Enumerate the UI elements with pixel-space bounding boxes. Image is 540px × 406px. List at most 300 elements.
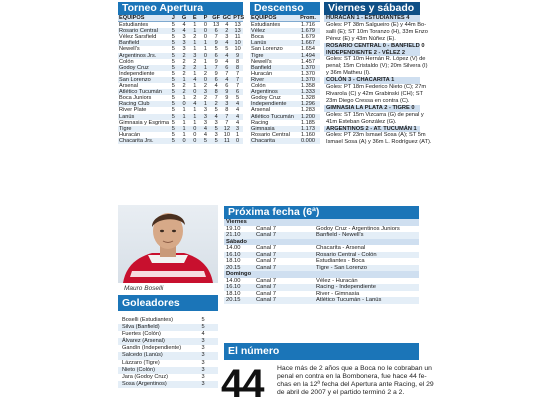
table-cell: 7 bbox=[222, 114, 233, 120]
table-cell: 1 bbox=[193, 119, 197, 126]
col-equipos: EQUIPOS bbox=[250, 15, 296, 22]
col-pts: PTS bbox=[233, 15, 245, 21]
table-cell: 1 bbox=[189, 114, 200, 120]
table-cell: 0 bbox=[179, 101, 190, 107]
team-name: Chacarita Jrs. bbox=[118, 138, 168, 144]
promedio-value: 1.296 bbox=[296, 101, 320, 107]
torneo-panel bbox=[118, 2, 243, 144]
table-cell: 6 bbox=[225, 83, 229, 90]
fixture-teams: Estudiantes - Boca bbox=[316, 258, 365, 265]
player-photo-image bbox=[118, 205, 218, 283]
fixture-teams: Vélez - Huracán bbox=[316, 277, 358, 284]
table-cell: 2 bbox=[203, 95, 208, 102]
descenso-header-row bbox=[250, 15, 320, 22]
table-cell: 3 bbox=[203, 107, 208, 114]
table-cell: 9 bbox=[225, 95, 229, 102]
table-cell: 3 bbox=[200, 89, 211, 95]
table-cell: 13 bbox=[232, 28, 243, 34]
table-cell: 1 bbox=[193, 22, 197, 29]
table-cell: 1 bbox=[182, 107, 186, 114]
match-result bbox=[324, 104, 424, 126]
team-name: Arsenal bbox=[251, 107, 270, 114]
table-row bbox=[118, 22, 243, 29]
table-cell: 2 bbox=[203, 70, 208, 77]
team-name: Banfield bbox=[118, 40, 168, 46]
table-row bbox=[250, 132, 320, 138]
scorer-goals: 5 bbox=[201, 324, 205, 331]
table-cell: 1 bbox=[193, 107, 197, 114]
fixture-time: 20.15 bbox=[226, 264, 241, 271]
table-cell: 1 bbox=[179, 126, 190, 132]
table-cell: 0 bbox=[189, 138, 200, 144]
fixture-teams: River - Gimnasia bbox=[316, 290, 360, 297]
team-name: Newell's bbox=[251, 58, 272, 65]
promedio-value: 1.679 bbox=[301, 34, 315, 41]
team-name: Estudiantes bbox=[119, 22, 149, 29]
photo-caption: Mauro Boselli bbox=[124, 285, 164, 292]
team-name: Independiente bbox=[119, 70, 155, 77]
table-row bbox=[250, 22, 320, 29]
table-cell: 10 bbox=[234, 46, 241, 53]
promedio-value: 0.000 bbox=[296, 138, 320, 144]
match-goals: Goles: ST 15m Vizcarra (G) de penal y bbox=[326, 111, 424, 118]
table-cell: 3 bbox=[232, 126, 243, 132]
table-cell: 10 bbox=[223, 131, 230, 138]
match-title: ARGENTINOS 2 - AT. TUCUMÁN 1 bbox=[324, 126, 420, 133]
descenso-title: Descenso bbox=[250, 2, 320, 15]
numero-value: 44 bbox=[221, 362, 264, 406]
fixture-channel: Canal 7 bbox=[256, 277, 276, 284]
torneo-header-row bbox=[118, 15, 243, 22]
team-name: Colón bbox=[119, 58, 134, 65]
scorer-row bbox=[118, 374, 218, 381]
promedio-value: 1.328 bbox=[301, 95, 315, 102]
match-result bbox=[324, 77, 427, 105]
table-cell: 2 bbox=[179, 53, 190, 59]
table-row bbox=[118, 138, 243, 144]
table-cell: 5 bbox=[168, 101, 179, 107]
fixture-teams: Godoy Cruz - Argentinos Juniors bbox=[316, 225, 400, 232]
match-result bbox=[324, 49, 428, 78]
fixture-time: 19.10 bbox=[226, 225, 241, 232]
fixture-row bbox=[224, 297, 419, 304]
team-name: River Plate bbox=[119, 107, 147, 114]
table-cell: 6 bbox=[232, 89, 243, 95]
table-cell: 0 bbox=[203, 22, 208, 29]
scorer-goals: 3 bbox=[201, 345, 205, 352]
fixture-teams: Rosario Central - Colón bbox=[316, 251, 377, 258]
torneo-title: Torneo Apertura bbox=[118, 2, 243, 15]
table-cell: 5 bbox=[168, 53, 179, 59]
team-name: Colón bbox=[251, 83, 266, 90]
match-goals: Goles: PT 23m Ismael Sosa (A); ST 5m bbox=[326, 132, 426, 139]
fixture-channel: Canal 7 bbox=[256, 264, 276, 271]
table-cell: 6 bbox=[211, 77, 222, 83]
promedio-value: 1.185 bbox=[301, 119, 315, 126]
table-cell: 5 bbox=[168, 65, 179, 71]
table-cell: 3 bbox=[182, 46, 186, 53]
table-cell: 1 bbox=[189, 28, 200, 34]
scorer-goals: 3 bbox=[201, 380, 205, 387]
scorer-goals: 3 bbox=[201, 373, 205, 380]
col-gc: GC bbox=[222, 15, 232, 21]
match-title: INDEPENDIENTE 2 - VÉLEZ 2 bbox=[324, 50, 420, 57]
team-name: Banfield bbox=[250, 65, 296, 71]
table-cell: 3 bbox=[189, 53, 200, 59]
promedio-value: 1.173 bbox=[296, 126, 320, 132]
promedio-value: 1.160 bbox=[301, 131, 315, 138]
table-cell: 0 bbox=[193, 131, 197, 138]
table-cell: 1 bbox=[193, 83, 197, 90]
descenso-table bbox=[250, 15, 320, 144]
team-name: Godoy Cruz bbox=[118, 65, 168, 71]
col-e: E bbox=[189, 15, 200, 22]
table-cell: 0 bbox=[203, 34, 208, 41]
table-cell: 5 bbox=[214, 46, 218, 53]
goleadores-title: Goleadores bbox=[118, 295, 218, 311]
match-title: ROSARIO CENTRAL 0 - BANFIELD 0 bbox=[326, 42, 425, 49]
scorer-name: Fuertes (Colón) bbox=[122, 331, 161, 338]
match-goals: salli (E); ST 10m Toranzo (H), 33m Enzo bbox=[326, 28, 428, 35]
fecha-body bbox=[224, 219, 419, 304]
table-cell: 3 bbox=[179, 40, 190, 46]
team-name: Lanús bbox=[118, 114, 168, 120]
table-cell: 5 bbox=[168, 126, 179, 132]
table-cell: 4 bbox=[182, 22, 186, 29]
descenso-body bbox=[250, 22, 320, 144]
scorer-name: Silva (Banfield) bbox=[122, 324, 160, 331]
team-name: Tigre bbox=[250, 53, 296, 59]
table-cell: 5 bbox=[168, 138, 179, 144]
team-name: Rosario Central bbox=[118, 28, 168, 34]
team-name: Gimnasia bbox=[250, 126, 296, 132]
table-cell: 1 bbox=[203, 58, 208, 65]
match-goals: Goles: PT 38m Salgueiro (E) y 44m Bo- bbox=[326, 21, 427, 28]
table-cell: 1 bbox=[203, 46, 208, 53]
fixture-time: 16.10 bbox=[226, 251, 241, 258]
table-cell: 1 bbox=[193, 46, 197, 53]
table-cell: 9 bbox=[222, 89, 233, 95]
col-p: P bbox=[200, 15, 211, 22]
team-name: River bbox=[250, 77, 296, 83]
table-cell: 0 bbox=[232, 138, 243, 144]
goleadores-panel bbox=[118, 295, 218, 388]
team-name: Estudiantes bbox=[251, 22, 281, 29]
table-cell: 3 bbox=[203, 119, 208, 126]
fixture-channel: Canal 7 bbox=[256, 290, 276, 297]
scorer-name: Álvarez (Arsenal) bbox=[122, 338, 165, 345]
table-cell: 5 bbox=[171, 83, 175, 90]
team-name: Atlético Tucumán bbox=[250, 114, 296, 120]
table-cell: 5 bbox=[236, 95, 240, 102]
table-cell: 1 bbox=[179, 77, 190, 83]
team-name: Rosario Central bbox=[251, 131, 290, 138]
table-cell: 4 bbox=[225, 58, 229, 65]
fixture-teams: Atlético Tucumán - Lanús bbox=[316, 297, 382, 304]
table-row bbox=[250, 114, 320, 120]
table-cell: 10 bbox=[232, 40, 243, 46]
table-cell: 1 bbox=[182, 119, 186, 126]
fixture-teams: Tigre - San Lorenzo bbox=[316, 264, 368, 271]
table-cell: 3 bbox=[222, 101, 233, 107]
promedio-value: 1.494 bbox=[296, 53, 320, 59]
table-cell: 1 bbox=[182, 131, 186, 138]
scorer-name: Nieto (Colón) bbox=[122, 366, 155, 373]
team-name: San Lorenzo bbox=[251, 46, 283, 53]
promedio-value: 1.358 bbox=[301, 83, 315, 90]
table-cell: 9 bbox=[232, 53, 243, 59]
promedio-value: 1.370 bbox=[301, 70, 315, 77]
fixture-teams: Racing - Independiente bbox=[316, 284, 376, 291]
scorer-goals: 3 bbox=[201, 352, 205, 359]
day-label: Domingo bbox=[224, 271, 419, 278]
table-cell: 5 bbox=[168, 28, 179, 34]
table-cell: 8 bbox=[236, 58, 240, 65]
fixture-teams: Banfield - Newell's bbox=[316, 232, 364, 239]
table-cell: 1 bbox=[179, 114, 190, 120]
table-cell: 4 bbox=[236, 107, 240, 114]
match-title: HURACÁN 1 - ESTUDIANTES 4 bbox=[324, 15, 420, 22]
table-cell: 5 bbox=[171, 58, 175, 65]
col-j: J bbox=[168, 15, 179, 22]
table-cell: 4 bbox=[225, 22, 229, 29]
fixture-time: 16.10 bbox=[226, 284, 241, 291]
team-name: Racing bbox=[251, 119, 269, 126]
table-cell: 1 bbox=[200, 101, 211, 107]
fixture-channel: Canal 7 bbox=[256, 297, 276, 304]
promedio-value: 1.654 bbox=[301, 46, 315, 53]
scorer-row bbox=[118, 381, 218, 388]
day-label: Viernes bbox=[224, 219, 419, 226]
table-cell: 5 bbox=[214, 107, 218, 114]
match-goals: Pérez (E) y 43m Núñez (E). bbox=[326, 35, 396, 42]
col-prom: Prom. bbox=[296, 15, 320, 22]
col-equipos: EQUIPOS bbox=[118, 15, 168, 22]
table-cell: 5 bbox=[171, 46, 175, 53]
numero-panel bbox=[224, 343, 419, 360]
fixture-row bbox=[224, 265, 419, 272]
team-name: Vélez bbox=[250, 28, 296, 34]
table-cell: 5 bbox=[168, 40, 179, 46]
table-cell: 2 bbox=[182, 83, 186, 90]
fixture-time: 18.10 bbox=[226, 290, 241, 297]
fecha-panel bbox=[224, 206, 419, 304]
table-cell: 2 bbox=[182, 70, 186, 77]
scorer-goals: 4 bbox=[201, 331, 205, 338]
col-gf: GF bbox=[212, 15, 221, 21]
scorer-goals: 3 bbox=[201, 359, 205, 366]
numero-line: Hace más de 2 años que a Boca no le cobraban un bbox=[277, 365, 432, 372]
fixture-time: 14.00 bbox=[226, 245, 241, 252]
scorer-row bbox=[118, 345, 218, 352]
table-cell: 5 bbox=[171, 70, 175, 77]
table-cell: 7 bbox=[214, 95, 218, 102]
table-cell: 0 bbox=[179, 138, 190, 144]
table-cell: 5 bbox=[171, 22, 175, 29]
table-cell: 4 bbox=[189, 77, 200, 83]
numero-title: El número bbox=[224, 343, 419, 360]
promedio-value: 1.457 bbox=[301, 58, 315, 65]
table-cell: 1 bbox=[236, 131, 240, 138]
table-cell: 7 bbox=[211, 65, 222, 71]
table-cell: 4 bbox=[214, 83, 218, 90]
table-cell: 6 bbox=[211, 53, 222, 59]
scorer-name: Boselli (Estudiantes) bbox=[122, 317, 173, 323]
table-cell: 4 bbox=[200, 126, 211, 132]
table-cell: 5 bbox=[211, 126, 222, 132]
scorer-goals: 3 bbox=[201, 338, 205, 345]
table-cell: 5 bbox=[171, 107, 175, 114]
match-goals: Goles: ST 10m Hernán R. López (V) de bbox=[326, 56, 426, 63]
fixture-teams: Chacarita - Arsenal bbox=[316, 245, 366, 252]
table-cell: 12 bbox=[222, 126, 233, 132]
table-cell: 2 bbox=[222, 28, 233, 34]
match-result bbox=[324, 15, 428, 43]
viernes-panel bbox=[324, 2, 432, 204]
table-cell: 7 bbox=[214, 34, 218, 41]
table-cell: 5 bbox=[171, 131, 175, 138]
table-cell: 1 bbox=[193, 70, 197, 77]
viernes-title: Viernes y sábado bbox=[324, 2, 420, 15]
match-goals: 23m Diego Cressa en contra (C). bbox=[326, 97, 410, 104]
fixture-channel: Canal 7 bbox=[256, 284, 276, 291]
table-cell: 2 bbox=[193, 34, 197, 41]
table-cell: 7 bbox=[232, 77, 243, 83]
table-cell: 8 bbox=[232, 65, 243, 71]
team-name: Boca bbox=[251, 34, 264, 41]
team-name: Tigre bbox=[118, 126, 168, 132]
table-cell: 1 bbox=[189, 40, 200, 46]
fixture-time: 20.15 bbox=[226, 297, 241, 304]
scorer-row bbox=[118, 317, 218, 324]
table-cell: 4 bbox=[203, 131, 208, 138]
table-cell: 4 bbox=[222, 40, 233, 46]
promedio-value: 1.667 bbox=[296, 40, 320, 46]
table-cell: 9 bbox=[214, 70, 218, 77]
table-cell: 5 bbox=[168, 89, 179, 95]
team-name: Boca Juniors bbox=[119, 95, 152, 102]
table-cell: 3 bbox=[200, 114, 211, 120]
table-cell: 0 bbox=[189, 89, 200, 95]
descenso-panel bbox=[250, 2, 320, 144]
match-result bbox=[324, 125, 432, 147]
day-label: Sábado bbox=[224, 239, 419, 246]
table-cell: 2 bbox=[193, 58, 197, 65]
scorer-name: Jara (Godoy Cruz) bbox=[122, 373, 169, 380]
scorer-goals: 5 bbox=[201, 317, 205, 323]
promedio-value: 1.283 bbox=[301, 107, 315, 114]
numero-line: de abril de 2007 y el partido terminó 2 a 2. bbox=[277, 389, 405, 397]
promedio-value: 1.679 bbox=[296, 28, 320, 34]
table-cell: 9 bbox=[214, 58, 218, 65]
match-goals: penal; 15m Cristaldo (V); 20m Silvera (I) bbox=[326, 63, 428, 70]
fixture-time: 18.10 bbox=[226, 258, 241, 265]
table-cell: 8 bbox=[211, 89, 222, 95]
team-name: Atlético Tucumán bbox=[118, 89, 168, 95]
table-cell: 2 bbox=[203, 83, 208, 90]
table-cell: 0 bbox=[200, 77, 211, 83]
match-goals: Rivarola (C) y 42m Grabinski (CH); ST bbox=[326, 90, 424, 97]
col-g: G bbox=[179, 15, 190, 22]
team-name: Vélez Sarsfield bbox=[119, 34, 157, 41]
team-name: Huracán bbox=[119, 131, 141, 138]
match-result bbox=[324, 42, 425, 50]
table-cell: 13 bbox=[234, 22, 241, 29]
torneo-table bbox=[118, 15, 243, 144]
table-cell: 7 bbox=[225, 70, 229, 77]
table-cell: 7 bbox=[236, 83, 240, 90]
table-cell: 4 bbox=[232, 101, 243, 107]
numero-line: penal en contra en la Bombonera, fue hace 44 fe- bbox=[277, 373, 427, 381]
promedio-value: 1.333 bbox=[296, 89, 320, 95]
match-goals: Ismael Sosa (A) y 36m L. Rodríguez (AT). bbox=[326, 139, 432, 146]
team-name: Godoy Cruz bbox=[251, 95, 281, 102]
table-cell: 2 bbox=[179, 89, 190, 95]
table-cell: 2 bbox=[211, 101, 222, 107]
team-name: Arsenal bbox=[119, 83, 138, 90]
table-cell: 3 bbox=[214, 119, 218, 126]
team-name: Racing Club bbox=[118, 101, 168, 107]
goleadores-body bbox=[118, 317, 218, 388]
table-cell: 5 bbox=[168, 77, 179, 83]
match-goals: y 36m Matheu (I). bbox=[326, 70, 371, 77]
table-cell: 2 bbox=[189, 65, 200, 71]
scorer-goals: 3 bbox=[201, 366, 205, 373]
fixture-row bbox=[224, 232, 419, 239]
team-name: Argentinos Jrs. bbox=[118, 53, 168, 59]
torneo-body bbox=[118, 22, 243, 144]
table-cell: 4 bbox=[236, 119, 240, 126]
promedio-value: 1.370 bbox=[296, 65, 320, 71]
fixture-channel: Canal 7 bbox=[256, 245, 276, 252]
team-name: Lanús bbox=[250, 40, 296, 46]
promedio-value: 1.200 bbox=[296, 114, 320, 120]
fixture-channel: Canal 7 bbox=[256, 232, 276, 239]
fixture-time: 14.00 bbox=[226, 277, 241, 284]
match-goals: 41m Esteban González (G). bbox=[326, 118, 397, 125]
match-title: COLÓN 3 - CHACARITA 1 bbox=[324, 77, 420, 84]
table-cell: 13 bbox=[213, 22, 220, 29]
table-cell: 5 bbox=[171, 119, 175, 126]
scorer-row bbox=[118, 352, 218, 359]
table-cell: 4 bbox=[232, 114, 243, 120]
table-cell: 5 bbox=[211, 138, 222, 144]
table-cell: 4 bbox=[179, 28, 190, 34]
fixture-channel: Canal 7 bbox=[256, 258, 276, 265]
team-name: Newell's bbox=[119, 46, 140, 53]
table-cell: 0 bbox=[200, 53, 211, 59]
table-cell: 11 bbox=[234, 34, 241, 41]
scorer-name: Lázzaro (Tigre) bbox=[122, 359, 160, 366]
table-cell: 4 bbox=[189, 101, 200, 107]
team-name: Argentinos bbox=[250, 89, 296, 95]
promedio-value: 1.716 bbox=[301, 22, 315, 29]
table-cell: 7 bbox=[236, 70, 240, 77]
table-cell: 3 bbox=[182, 34, 186, 41]
scorer-row bbox=[118, 338, 218, 345]
table-cell: 1 bbox=[200, 65, 211, 71]
fixture-channel: Canal 7 bbox=[256, 251, 276, 258]
table-cell: 9 bbox=[211, 40, 222, 46]
table-cell: 0 bbox=[200, 28, 211, 34]
table-cell: 7 bbox=[225, 119, 229, 126]
table-cell: 3 bbox=[225, 34, 229, 41]
scorer-row bbox=[118, 360, 218, 367]
table-cell: 6 bbox=[211, 28, 222, 34]
table-cell: 3 bbox=[214, 131, 218, 138]
table-cell: 5 bbox=[171, 95, 175, 102]
team-name: Gimnasia y Esgrima bbox=[119, 119, 170, 126]
